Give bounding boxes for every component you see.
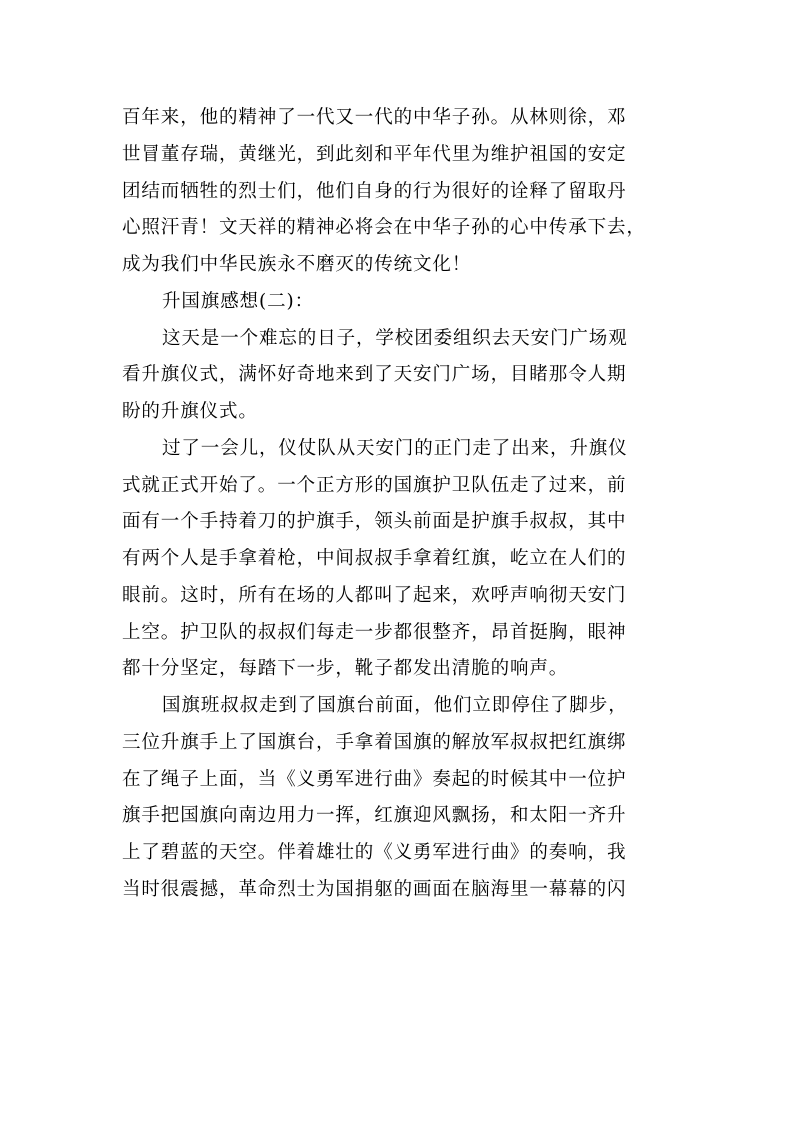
document-body	[122, 100, 678, 909]
text-line: 在了绳子上面，当《义勇军进行曲》奏起的时候其中一位护	[122, 768, 627, 790]
text-line: 旗手把国旗向南边用力一挥，红旗迎风飘扬，和太阳一齐升	[122, 805, 627, 827]
text-line: 三位升旗手上了国旗台，手拿着国旗的解放军叔叔把红旗绑	[122, 731, 627, 753]
text-line: 过了一会儿，仪仗队从天安门的正门走了出来，升旗仪	[162, 437, 628, 459]
text-line: 团结而牺牲的烈士们，他们自身的行为很好的诠释了留取丹	[122, 180, 627, 202]
text-line: 百年来，他的精神了一代又一代的中华子孙。从林则徐，邓	[122, 107, 627, 128]
text-line: 面有一个手持着刀的护旗手，领头前面是护旗手叔叔，其中	[122, 511, 627, 533]
text-line: 盼的升旗仪式。	[122, 401, 258, 422]
text-line: 国旗班叔叔走到了国旗台前面，他们立即停住了脚步，	[162, 695, 628, 716]
text-line: 式就正式开始了。一个正方形的国旗护卫队伍走了过来，前	[122, 474, 627, 496]
text-line: 上空。护卫队的叔叔们每走一步都很整齐，昂首挺胸，眼神	[122, 621, 627, 643]
text-line: 都十分坚定，每踏下一步，靴子都发出清脆的响声。	[122, 658, 569, 680]
text-line: 世冒董存瑞，黄继光，到此刻和平年代里为维护祖国的安定	[122, 143, 627, 165]
text-line: 成为我们中华民族永不磨灭的传统文化！	[122, 254, 472, 275]
text-line: 看升旗仪式，满怀好奇地来到了天安门广场，目睹那令人期	[122, 364, 627, 386]
text-line: 心照汗青！文天祥的精神必将会在中华子孙的心中传承下去，	[122, 217, 646, 239]
text-line: 当时很震撼，革命烈士为国捐躯的画面在脑海里一幕幕的闪	[122, 878, 627, 900]
text-line: 有两个人是手拿着枪，中间叔叔手拿着红旗，屹立在人们的	[122, 548, 627, 569]
text-line: 上了碧蓝的天空。伴着雄壮的《义勇军进行曲》的奏响，我	[122, 842, 627, 863]
section-heading: 升国旗感想(二)：	[162, 290, 315, 312]
text-line: 眼前。这时，所有在场的人都叫了起来，欢呼声响彻天安门	[122, 584, 627, 606]
text-line: 这天是一个难忘的日子，学校团委组织去天安门广场观	[162, 327, 628, 349]
